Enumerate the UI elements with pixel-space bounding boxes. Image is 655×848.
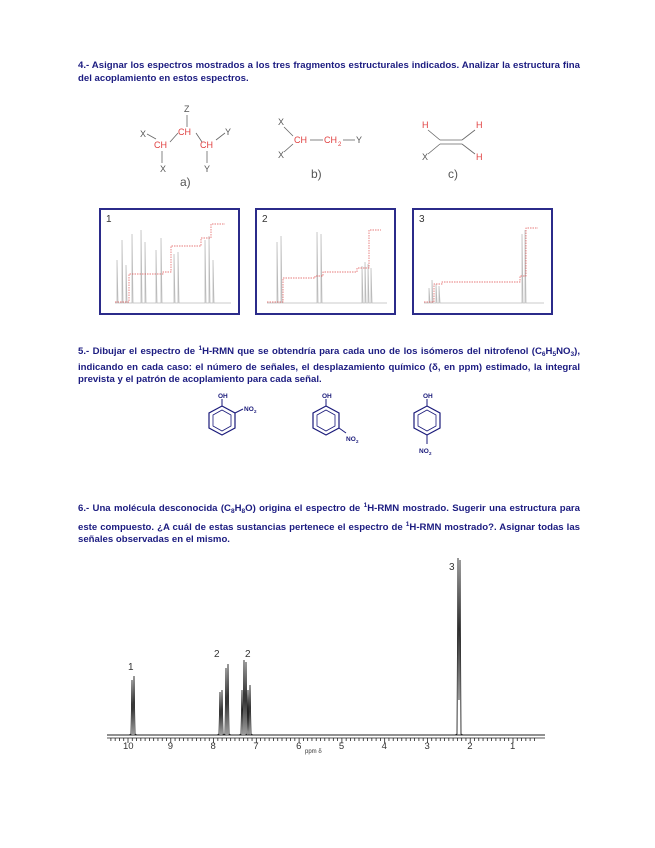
spectrum-3-plot	[414, 210, 551, 313]
spectrum-1-number: 1	[106, 214, 112, 225]
fragment-b	[278, 115, 368, 190]
spectrum-3-number: 3	[419, 214, 425, 225]
meta-oh-label: OH	[322, 393, 332, 400]
svg-text:2: 2	[429, 451, 432, 456]
para-oh-label: OH	[423, 393, 433, 400]
fragment-c-h2: H	[476, 120, 483, 130]
fragment-a-z: Z	[184, 104, 190, 114]
fragment-a-ch-right: CH	[200, 140, 213, 150]
axis-tick-label: 1	[510, 741, 516, 752]
nmr-spectrum	[105, 550, 550, 755]
fragment-a-label: a)	[180, 175, 191, 189]
fragment-c-x: X	[422, 152, 429, 162]
q5-text: 5.- Dibujar el espectro de $^1$H-RMN que se obtendría para cada uno de los isómeros del nitrofenol $(C_6H_5NO_3)$, indicando en cada caso: el número de señales, el desplazamiento químico (δ, en ppm) estimado, la integral prevista y el patrón de acoplamiento para cada señal.	[78, 345, 580, 386]
svg-text:2: 2	[254, 409, 257, 414]
q6-text: 6.- Una molécula desconocida $(C_8H_8O)$ origina el espectro de $^1$H-RMN mostrado. Sugerir una estructura para este compuesto. ¿A cuál de estas sustancias pertenece el espectro de $^1$H-RMN mostrado?. Asignar todas las señales observadas en el mismo.	[78, 502, 580, 546]
axis-tick-label: 8	[210, 741, 216, 752]
fragment-a-y2: Y	[204, 164, 211, 174]
fragment-a-x2: X	[160, 164, 167, 174]
fragment-c-label: c)	[448, 167, 458, 181]
peak-label-2a: 2	[214, 649, 220, 660]
para-nitrophenol	[405, 388, 455, 468]
fragment-a	[140, 100, 250, 190]
q4-text: 4.- Asignar los espectros mostrados a los tres fragmentos estructurales indicados. Analizar la estructura fina del acoplamiento en estos espectros.	[78, 60, 580, 84]
spectrum-3-box	[412, 208, 553, 315]
ortho-oh-label: OH	[218, 393, 228, 400]
fragment-c-h3: H	[476, 152, 483, 162]
fragment-c	[418, 118, 488, 190]
axis-tick-label: 4	[381, 741, 387, 752]
axis-tick-label: 9	[167, 741, 174, 752]
spectrum-2-plot	[257, 210, 394, 313]
meta-nitrophenol	[300, 388, 375, 453]
fragment-b-x2: X	[278, 150, 285, 160]
meta-no2-label: NO	[346, 436, 356, 443]
para-no2-label: NO	[419, 448, 429, 455]
fragment-b-x1: X	[278, 117, 285, 127]
axis-tick-label: 5	[338, 741, 345, 752]
fragment-b-ch2-sub: 2	[338, 142, 342, 148]
fragment-a-x1: X	[140, 129, 147, 139]
fragment-b-label: b)	[311, 167, 322, 181]
peak-label-2b: 2	[245, 649, 251, 660]
spectrum-1-plot	[101, 210, 238, 313]
peak-label-3: 3	[449, 562, 455, 573]
axis-tick-label: 7	[253, 741, 259, 752]
fragment-b-y: Y	[356, 135, 363, 145]
spectrum-1-box	[99, 208, 240, 315]
spectrum-2-box	[255, 208, 396, 315]
fragment-a-y1: Y	[225, 127, 232, 137]
fragment-b-ch2: CH	[324, 135, 337, 145]
axis-tick-label: 2	[467, 741, 473, 752]
svg-text:2: 2	[356, 439, 359, 444]
axis-unit-label: ppm δ	[305, 749, 322, 755]
fragment-b-ch: CH	[294, 135, 307, 145]
fragment-a-ch-left: CH	[154, 140, 167, 150]
fragment-a-ch-center: CH	[178, 127, 191, 137]
ortho-nitrophenol	[200, 388, 275, 448]
peak-label-1: 1	[128, 662, 134, 673]
ortho-no2-label: NO	[244, 406, 254, 413]
axis-tick-label: 10	[123, 741, 134, 752]
fragment-c-h1: H	[422, 120, 429, 130]
spectrum-2-number: 2	[262, 214, 268, 225]
axis-tick-label: 3	[424, 741, 430, 752]
axis-tick-label: 6	[296, 741, 302, 752]
